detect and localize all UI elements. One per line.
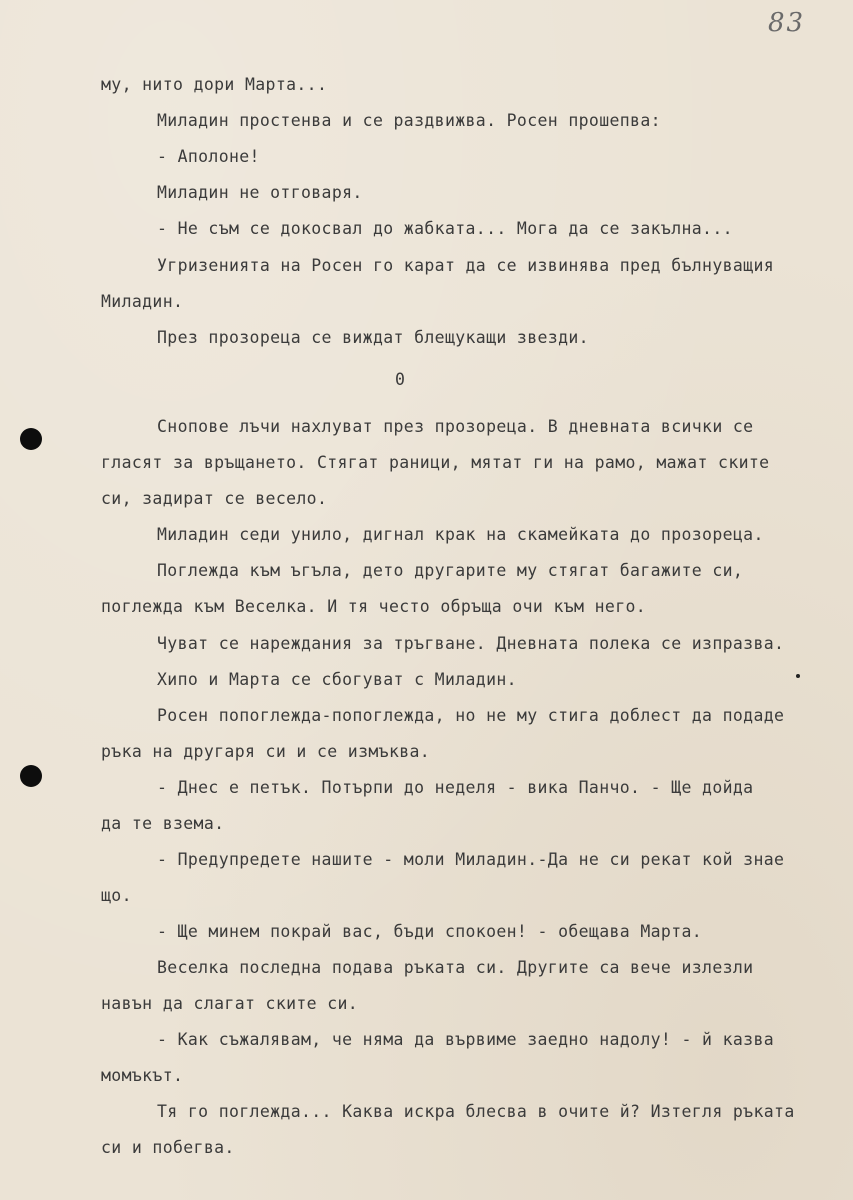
text-line: - Аполоне! [157, 147, 260, 166]
text-line: що. [101, 886, 132, 905]
page-number: 83 [768, 8, 806, 38]
text-line: - Как съжалявам, че няма да вървиме заедно надолу! - й казва [157, 1030, 775, 1049]
text-line: Миладин не отговаря. [157, 183, 363, 202]
text-line: Поглежда към ъгъла, дето другарите му стягат багажите си, [157, 561, 744, 580]
text-line: - Ще минем покрай вас, бъди спокоен! - обещава Марта. [157, 922, 703, 941]
text-line: Снопове лъчи нахлуват през прозореца. В дневната всички се [157, 417, 754, 436]
punch-hole-bottom [20, 765, 42, 787]
section-separator: 0 [395, 370, 406, 389]
text-line: Угризенията на Росен го карат да се извинява пред бълнуващия [157, 256, 775, 275]
text-line: - Не съм се докосвал до жабката... Мога да се закълна... [157, 219, 733, 238]
ink-speck [796, 674, 800, 678]
text-line: ръка на другаря си и се измъква. [101, 742, 431, 761]
text-line: гласят за връщането. Стягат раници, мятат ги на рамо, мажат ските [101, 453, 770, 472]
text-line: През прозореца се виждат блещукащи звезди. [157, 328, 589, 347]
text-line: Миладин седи унило, дигнал крак на скамейката до прозореца. [157, 525, 764, 544]
text-line: Хипо и Марта се сбогуват с Миладин. [157, 670, 517, 689]
text-line: - Предупредете нашите - моли Миладин.-Да не си рекат кой знае [157, 850, 785, 869]
punch-hole-top [20, 428, 42, 450]
text-line: Тя го поглежда... Каква искра блесва в очите й? Изтегля ръката [157, 1102, 795, 1121]
text-line: - Днес е петък. Потърпи до неделя - вика Панчо. - Ще дойда [157, 778, 754, 797]
text-line: Миладин простенва и се раздвижва. Росен прошепва: [157, 111, 661, 130]
text-line: си и побегва. [101, 1138, 235, 1157]
text-line: навън да слагат ските си. [101, 994, 359, 1013]
text-line: да те взема. [101, 814, 225, 833]
text-line: Чуват се нареждания за тръгване. Дневната полека се изпразва. [157, 634, 785, 653]
text-line: му, нито дори Марта... [101, 75, 328, 94]
text-line: поглежда към Веселка. И тя често обръща очи към него. [101, 597, 647, 616]
text-line: си, задират се весело. [101, 489, 328, 508]
text-line: Веселка последна подава ръката си. Другите са вече излезли [157, 958, 754, 977]
text-line: момъкът. [101, 1066, 184, 1085]
text-line: Миладин. [101, 292, 184, 311]
text-line: Росен попоглежда-попоглежда, но не му стига доблест да подаде [157, 706, 785, 725]
